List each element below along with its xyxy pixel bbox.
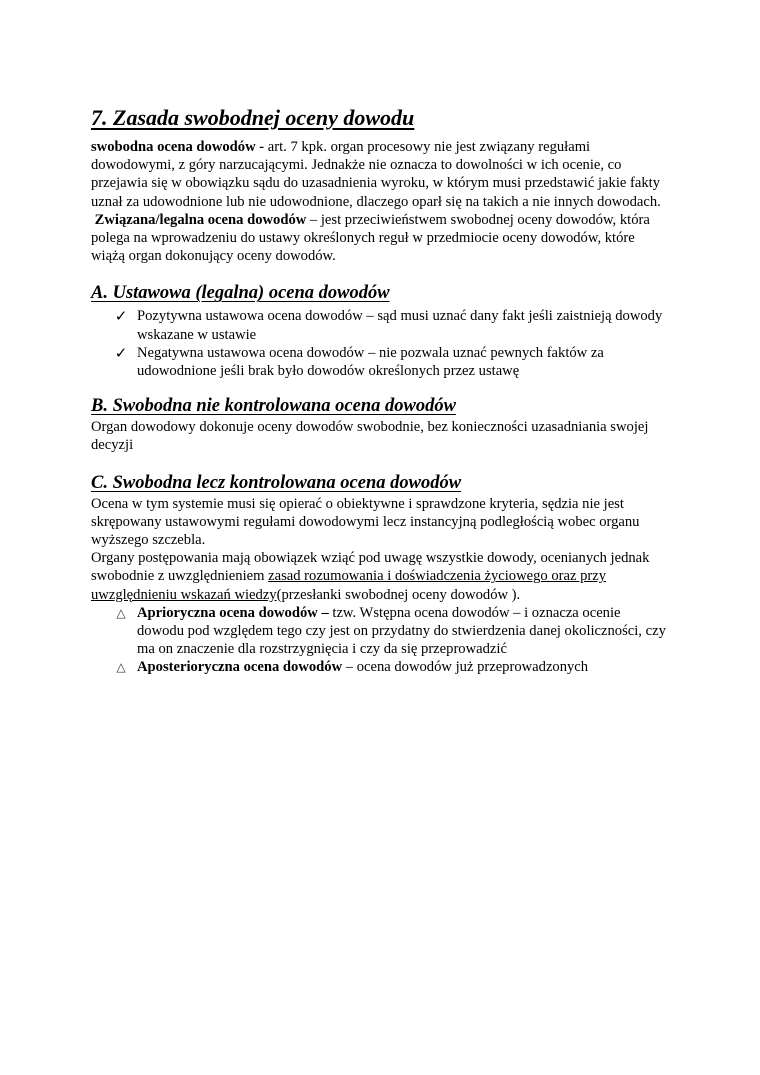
section-c-paragraph-2: Organy postępowania mają obowiązek wziąć pod uwagę wszystkie dowody, ocenianych jednak swobodnie z uwzględnieniem zasad rozumowania i doświadczenia życiowego oraz przy uwzględnieniu wskazań wiedzy(przesłanki swobodnej oceny dowodów ). [91,550,650,603]
checkmark-icon: ✓ [114,307,128,326]
section-c-list [91,604,671,677]
list-item-text: tzw. Wstępna ocena dowodów – i oznacza ocenie dowodu pod względem tego czy jest on przydatny do stwierdzenia danej okoliczności, czy ma on znaczenie dla rozstrzygnięcia i czy da się przeprowadzić [137,604,666,658]
term-legal-evaluation: Związana/legalna ocena dowodów [94,211,307,228]
underlined-phrase: zasad rozumowania i doświadczenia życiowego oraz przy uwzględnieniu wskazań wiedzy [91,568,607,603]
list-item-term: Aprioryczna ocena dowodów – [137,604,329,621]
triangle-icon: △ [116,605,126,620]
list-item-text: Negatywna ustawowa ocena dowodów – nie pozwala uznać pewnych faktów za udowodnione jeśli brak było dowodów określonych przez ustawę [137,344,604,380]
section-c-paragraph-1: Ocena w tym systemie musi się opierać o obiektywne i sprawdzone kryteria, sędzia nie jest skrępowany ustawowymi regułami dowodowymi lecz instancyjną podległością wobec organu wyższego szczebla. [91,495,640,549]
checkmark-icon: ✓ [114,343,128,362]
term-legal-evaluation-text: – jest przeciwieństwem swobodnej oceny dowodów, która polega na wprowadzeniu do ustawy określonych reguł w przedmiocie oceny dowodów, które wiążą organ dokonujący oceny dowodów. [91,211,650,265]
intro-paragraph-2 [91,211,671,266]
term-free-evaluation: swobodna ocena dowodów - [91,139,265,155]
section-a-heading: A. Ustawowa (legalna) ocena dowodów [91,283,390,304]
section-b-heading: B. Swobodna nie kontrolowana ocena dowodów [91,396,456,417]
section-a-list [91,307,671,380]
list-item-text: – ocena dowodów już przeprowadzonych [342,659,589,676]
page-title: 7. Zasada swobodnej oceny dowodu [91,105,415,130]
list-item [114,343,671,380]
term-free-evaluation-text: art. 7 kpk. organ procesowy nie jest związany regułami dowodowymi, z góry narzucającymi. Jednakże nie oznacza to dowolności w ich ocenie, co przejawia się w obowiązku sądu do uzasadnienia wyroku, w którym musi przedstawić jakie fakty uznał za udowodnione lub nie udowodnione, dlaczego oparł się na takich a nie innych dowodach. [91,139,661,210]
section-c-heading: C. Swobodna lecz kontrolowana ocena dowodów [91,472,462,493]
list-item [116,604,671,659]
list-item [114,307,671,343]
intro-paragraph-1 [91,138,671,211]
document-page [91,104,671,677]
section-b-text: Organ dowodowy dokonuje oceny dowodów swobodnie, bez konieczności uzasadniania swojej decyzji [91,419,649,454]
list-item-term: Aposterioryczna ocena dowodów [137,659,343,676]
list-item-text: Pozytywna ustawowa ocena dowodów – sąd musi uznać dany fakt jeśli zaistnieją dowody wskazane w ustawie [137,308,663,343]
triangle-icon: △ [116,660,126,675]
list-item [116,658,671,676]
